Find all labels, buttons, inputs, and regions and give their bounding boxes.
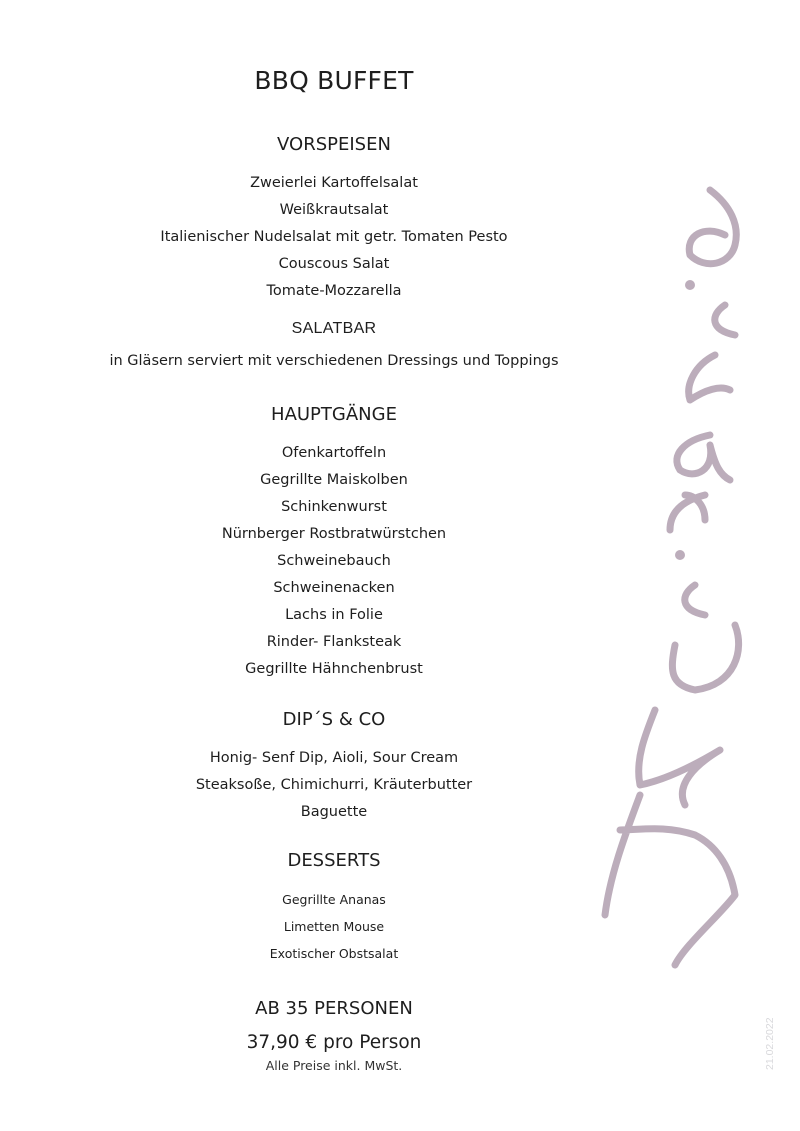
menu-item: Gegrillte Hähnchenbrust [245,661,423,677]
menu-item: Ofenkartoffeln [281,445,387,461]
menu-item: Lachs in Folie [285,607,383,623]
menu-item: in Gläsern serviert mit verschiedenen Dressings und Toppings [109,353,559,369]
page-title: BBQ BUFFET [254,66,414,95]
menu-item: Rinder- Flanksteak [266,634,402,650]
menu-item: Exotischer Obstsalat [269,946,399,961]
menu-item: Zweierlei Kartoffelsalat [250,175,418,191]
menu-item: Schweinebauch [277,553,391,569]
persons-heading: AB 35 PERSONEN [255,998,413,1019]
menu-item: Baguette [300,804,368,820]
menu-item: Limetten Mouse [283,919,385,934]
menu-item: Schweinenacken [273,580,395,596]
section-heading-hauptgaenge: HAUPTGÄNGE [271,404,397,425]
price-note: Alle Preise inkl. MwSt. [265,1058,403,1073]
section-heading-salatbar: SALATBAR [291,320,377,337]
menu-item: Nürnberger Rostbratwürstchen [221,526,447,542]
section-heading-vorspeisen: VORSPEISEN [277,134,391,155]
section-heading-dips: DIP´S & CO [282,709,386,730]
date-stamp: 21.02.2022 [764,1017,776,1070]
section-heading-desserts: DESSERTS [287,850,381,871]
menu-item: Honig- Senf Dip, Aioli, Sour Cream [209,750,459,766]
kulinarie-signature-logo [545,175,745,975]
menu-item: Weißkrautsalat [279,202,389,218]
menu-item: Gegrillte Maiskolben [260,472,408,488]
menu-item: Schinkenwurst [281,499,387,515]
price: 37,90 € pro Person [246,1032,422,1053]
menu-item: Italienischer Nudelsalat mit getr. Tomaten Pesto [160,229,508,245]
menu-item: Tomate-Mozzarella [266,283,402,299]
menu-item: Gegrillte Ananas [282,892,386,907]
menu-item: Steaksoße, Chimichurri, Kräuterbutter [195,777,473,793]
menu-item: Couscous Salat [278,256,390,272]
